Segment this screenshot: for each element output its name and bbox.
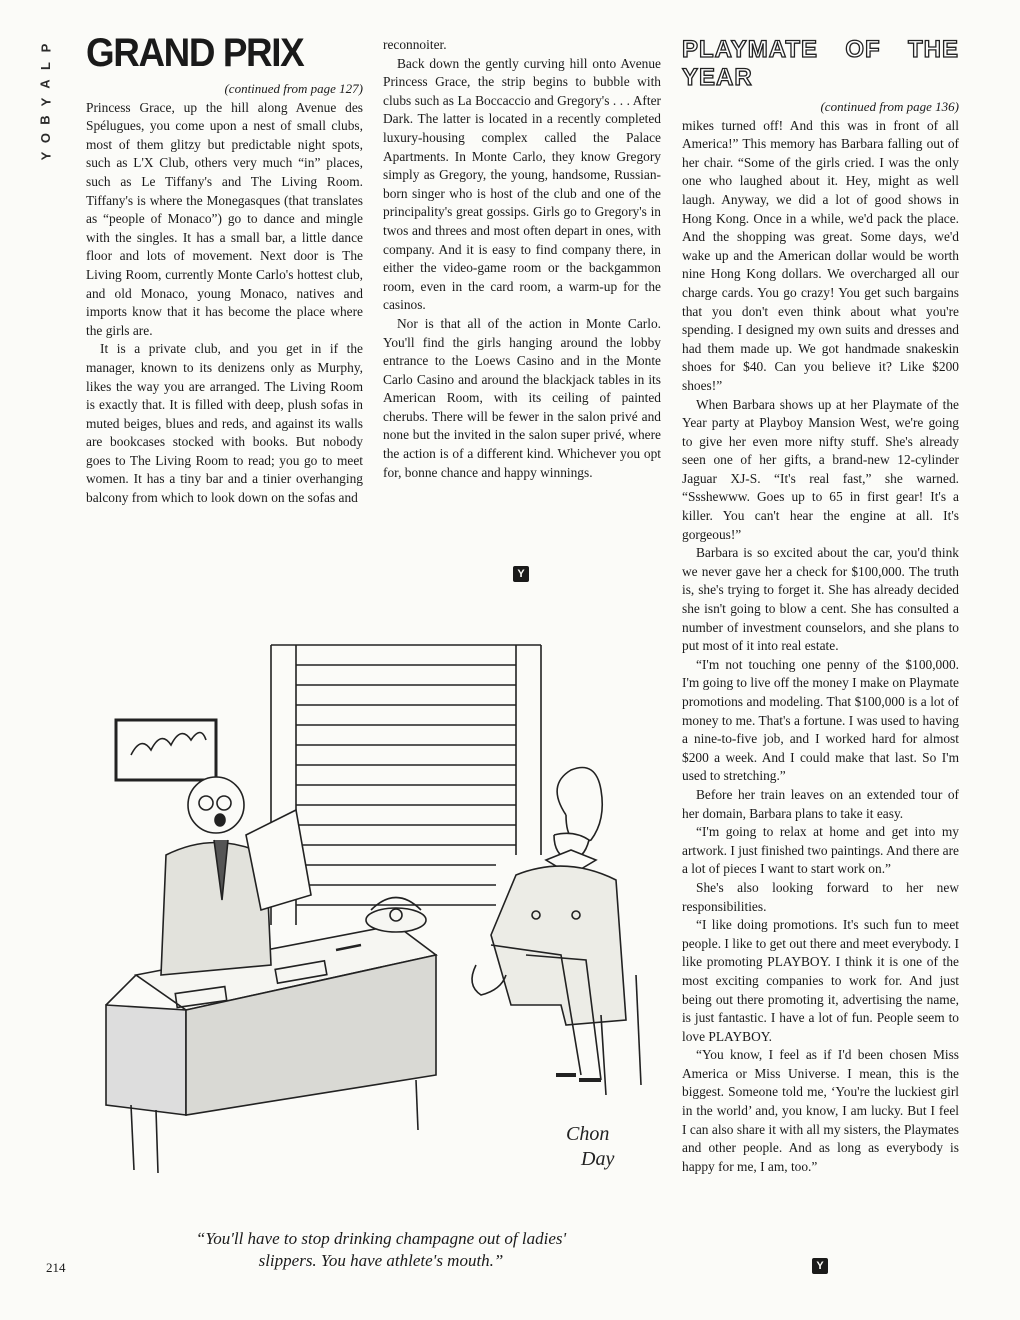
grand-prix-title: GRAND PRIX: [86, 31, 304, 75]
framed-picture-icon: [116, 720, 216, 780]
cartoon-illustration: [96, 625, 666, 1210]
article-paragraph: “You know, I feel as if I'd been chosen Miss America or Miss Universe. I mean, this is the biggest. Someone told me, ‘You're the luckiest girl in the world’ and, you know, I am lucky. But I feel I can also share it with all my sisters, the Playmates and other people. And as long as everybody is happy for me, I am, too.”: [682, 1047, 959, 1174]
playmate-continued: (continued from page 136): [820, 99, 959, 114]
caption-line: “You'll have to stop drinking champagne out of ladies': [195, 1229, 567, 1248]
article-paragraph: “I'm going to relax at home and get into my artwork. I just finished two paintings. And there are a lot of pieces I want to start work on.”: [682, 824, 959, 877]
bunny-end-mark-icon: Y: [513, 566, 529, 582]
vertical-masthead: [36, 42, 56, 162]
signature-line: Day: [581, 1148, 615, 1170]
masthead-letter: B: [37, 115, 53, 125]
article-paragraph: It is a private club, and you get in if the manager, known to its denizens only as Murphy, likes the way you are arranged. The Living Room is exactly that. It is filled with deep, plush sofas in muted beiges, blues and reds, and against its walls are bookcases stocked with books. But nobody goes to The Living Room to read; you go to meet women. It has a tiny bar and a tinier overhanging balcony from which to look down on the sofas and: [86, 341, 363, 506]
grand-prix-column: [86, 30, 363, 508]
masthead-letter: Y: [37, 97, 53, 107]
masthead-letter: P: [37, 43, 53, 53]
window-blinds-icon: [271, 645, 541, 925]
playmate-title: PLAYMATE OF THE YEAR: [682, 36, 959, 91]
article-paragraph: “I'm not touching one penny of the $100,000. I'm going to live off the money I make on Playmate promotions and modeling. That $100,000 is a lot of money to me. That's a fortune. I was used to having a nine-to-five job, and I worked hard for almost $200 a week. And I could make that last. So I'm used to stretching.”: [682, 656, 959, 784]
elderly-man-figure: [472, 768, 641, 1096]
masthead-letter: L: [37, 62, 53, 70]
masthead-letter: O: [38, 132, 53, 144]
cartoon-caption: [98, 1228, 664, 1272]
telephone-icon: [366, 898, 426, 933]
signature-line: Chon: [566, 1123, 610, 1145]
article-paragraph: Back down the gently curving hill onto Avenue Princess Grace, the strip begins to bubble with clubs such as La Boccaccio and Gregory's . . . After Dark. The latter is located in a recently completed luxury-housing complex called the Palace Apartments. In Monte Carlo, they know Gregory simply as Gregory, the young, handsome, Russian-born singer who is host of the club and one of the principality's great gossips. Girls go to Gregory's in twos and threes and most often depart in ones, with company. And it is easy to find company there, in either the video-game room or the backgammon room, even in the card room, a warm-up for the casinos.: [383, 55, 661, 313]
article-paragraph: “I like doing promotions. It's such fun to meet people. I like to get out there and meet everybody. I like promoting PLAYBOY. I think it is one of the most exciting companies to work for. And just being out there promoting it, advertising the name, is just fantastic. I have a lot of fun. People seem to love PLAYBOY.: [682, 917, 959, 1044]
grand-prix-column-2: [383, 36, 661, 482]
bunny-end-mark-icon: Y: [812, 1258, 828, 1274]
playmate-column: [682, 36, 959, 1176]
article-paragraph: Princess Grace, up the hill along Avenue des Spélugues, you come upon a nest of small clubs, most of them glitzy but predictable night spots, such as L'X Club, others very much “in” places, such as Le Tiffany's and The Living Room. Tiffany's is where the Monegasques (that translates as “people of Monaco”) go to dance and mingle with the singles. It has a small bar, a little dance floor and lots of movement. Next door is The Living Room, currently Monte Carlo's hottest club, and old Monaco, young Monaco, natives and imports know that it has become the place where the girls are.: [86, 99, 363, 338]
article-paragraph: Nor is that all of the action in Monte Carlo. You'll find the girls hanging around the lobby entrance to the Loews Casino and in the Monte Carlo Casino and around the blackjack tables in its American Room, with its ceiling of painted cherubs. There will be fewer in the salon privé and none but the invited in the salon super privé, where the action is of a different kind. Whichever you opt for, bonne chance and happy winnings.: [383, 315, 661, 480]
caption-line: slippers. You have athlete's mouth.”: [258, 1251, 504, 1270]
page-number: 214: [46, 1260, 66, 1275]
grand-prix-continued: (continued from page 127): [224, 81, 363, 96]
masthead-letter: A: [37, 79, 53, 89]
article-paragraph: Barbara is so excited about the car, you'd think we never gave her a check for $100,000. The truth is, she's trying to forget it. She has already decided she isn't going to blow a cent. She has consulted a number of investment counselors, and she plans to put most of it into real estate.: [682, 545, 959, 654]
article-paragraph: She's also looking forward to her new responsibilities.: [682, 879, 959, 914]
article-paragraph: Before her train leaves on an extended tour of her domain, Barbara plans to take it easy.: [682, 786, 959, 821]
article-paragraph: mikes turned off! And this was in front of all America!” This memory has Barbara falling out of her chair. “Some of the girls cried. I was the only one who laughed about it. Hey, might as well laugh. Anyway, we did a lot of good shows in Hong Kong. Once in a while, we'd pack the place. And the shopping was great. Some days, we'd wake up and the American dollar would be worth nine Hong Kong dollars. We overcharged all our charge cards. You go crazy! You get such bargains that you don't even think about what you're spending. I designed my own suits and dresses and had them made up. We got handmade snakeskin shoes for $40. Can you believe it? Like $200 shoes!”: [682, 117, 959, 393]
article-paragraph: When Barbara shows up at her Playmate of the Year party at Playboy Mansion West, we're going to give her even more nifty stuff. She's already seen one of her gifts, a brand-new 12-cylinder Jaguar XJ-S. “It's real fast,” she warned. “Ssshewww. Goes up to 65 in first gear! It's a killer. You can't hear the engine at all. It's gorgeous!”: [682, 396, 959, 542]
masthead-letter: Y: [37, 151, 53, 161]
article-paragraph: reconnoiter.: [383, 37, 447, 52]
